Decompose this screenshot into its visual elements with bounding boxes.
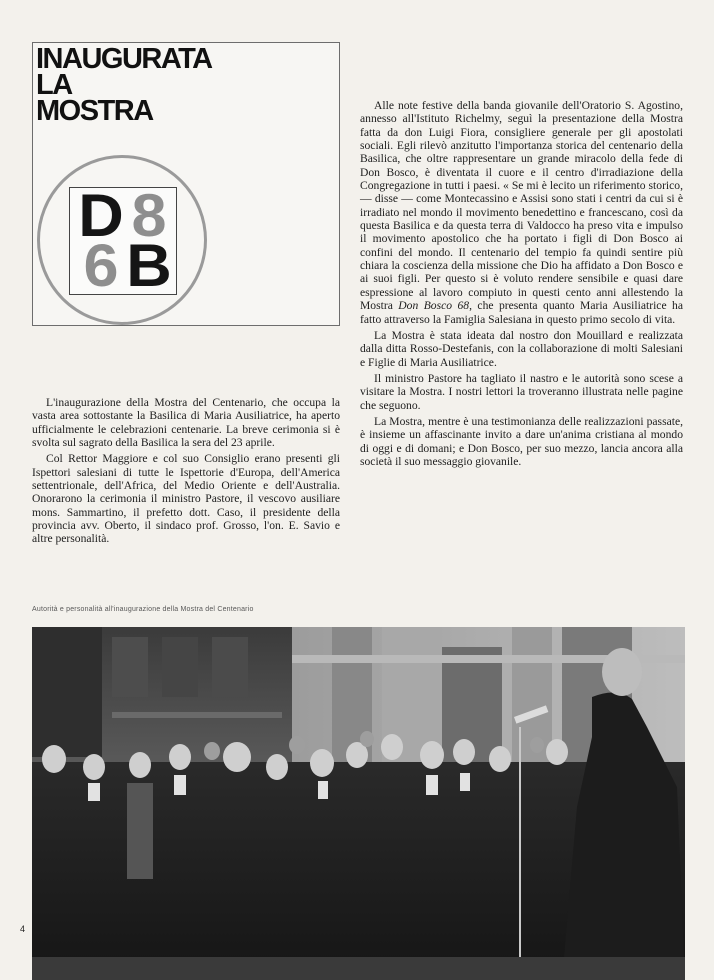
- logo-row-bottom: [76, 232, 172, 299]
- ceremony-photo: [32, 627, 685, 980]
- d86b-logo: [37, 155, 207, 325]
- logo-glyph-6: 6: [83, 232, 117, 299]
- logo-glyph-8: 8: [131, 182, 165, 249]
- logo-square: [69, 182, 177, 299]
- headline-line-1: INAUGURATA: [36, 43, 212, 75]
- logo-glyph-d: D: [78, 182, 122, 249]
- headline-line-3: MOSTRA: [36, 95, 153, 127]
- title-box: [32, 42, 340, 326]
- photo-caption: Autorità e personalità all'inaugurazione della Mostra del Centenario: [32, 606, 254, 613]
- article-paragraph: Col Rettor Maggiore e col suo Consiglio erano presenti gli Ispettori salesiani di tutte le Ispettorie d'Europa, dell'America settentrionale, dell'Africa, del Medio Oriente e dell'Australia. Onorarono la cerimonia il ministro Pastore, il vescovo ausiliare mons. Sammartino, il prefetto dott. Caso, il presidente della provincia avv. Oberto, il sindaco prof. Grosso, l'on. E. Savio e altre personalità.: [32, 452, 340, 546]
- paragraph-text: Alle note festive della banda giovanile dell'Oratorio S. Agostino, annesso all'Istituto Richelmy, seguì la presentazione della Mostra fatta da don Luigi Fiora, consigliere generale per gli apostolati sociali. Egli rilevò anzitutto l'importanza storica del centenario della Basilica, che oltre rappresentare un grande miracolo della fede di Don Bosco, è diventata il cuore e il centro d'irradiazione della Congregazione in tutti i paesi. « Se mi è lecito un riferimento storico, — disse — come Montecassino e Assisi sono stati i centri da cui si è irradiato nel mondo il movimento benedettino e francescano, così da questa Basilica e da questa terra di Valdocco ha preso vita e impulso il movimento apostolico che ha portato i figli di Don Bosco ai confini del mondo. Il centenario del tempio fa quindi sentire più chiara la coscienza della missione che Dio ha affidato a Don Bosco e ai suoi figli. Per questo si è voluto rendere sensibile e quasi dare espressione al lavoro compiuto in questi cento anni allestendo la Mostra: [360, 99, 683, 313]
- page-number: 4: [20, 924, 26, 934]
- article-paragraph: [360, 99, 683, 326]
- article-paragraph: Il ministro Pastore ha tagliato il nastro e le autorità sono scese a visitare la Mostra. I nostri lettori la troveranno illustrata nelle pagine che seguono.: [360, 371, 683, 412]
- article-paragraph: L'inaugurazione della Mostra del Centenario, che occupa la vasta area sottostante la Basilica di Maria Ausiliatrice, ha aperto ufficialmente le celebrazioni centenarie. La breve cerimonia si è svolta sul sagrato della Basilica la sera del 23 aprile.: [32, 396, 340, 450]
- logo-glyph-b: B: [126, 232, 170, 299]
- article-paragraph: La Mostra è stata ideata dal nostro don Mouillard e realizzata dalla ditta Rosso-Destefanis, con la collaborazione di molti Salesiani e Figlie di Maria Ausiliatrice.: [360, 328, 683, 369]
- exhibition-title: Don Bosco 68: [398, 299, 470, 313]
- article-left-column: [32, 396, 340, 546]
- article-paragraph: La Mostra, mentre è una testimonianza delle realizzazioni passate, è insieme un affascinante invito a dare un'anima cristiana al mondo di oggi e di domani; e Don Bosco, per suo mezzo, lancia ancora alla società il suo messaggio giovanile.: [360, 414, 683, 468]
- headline: [36, 43, 212, 127]
- paragraph-text: , che presenta quanto Maria Ausiliatrice ha fatto attraverso la Famiglia Salesiana in questo primo secolo di vita.: [360, 299, 683, 326]
- headline-line-2: LA: [36, 69, 72, 101]
- article-right-column: [360, 99, 683, 468]
